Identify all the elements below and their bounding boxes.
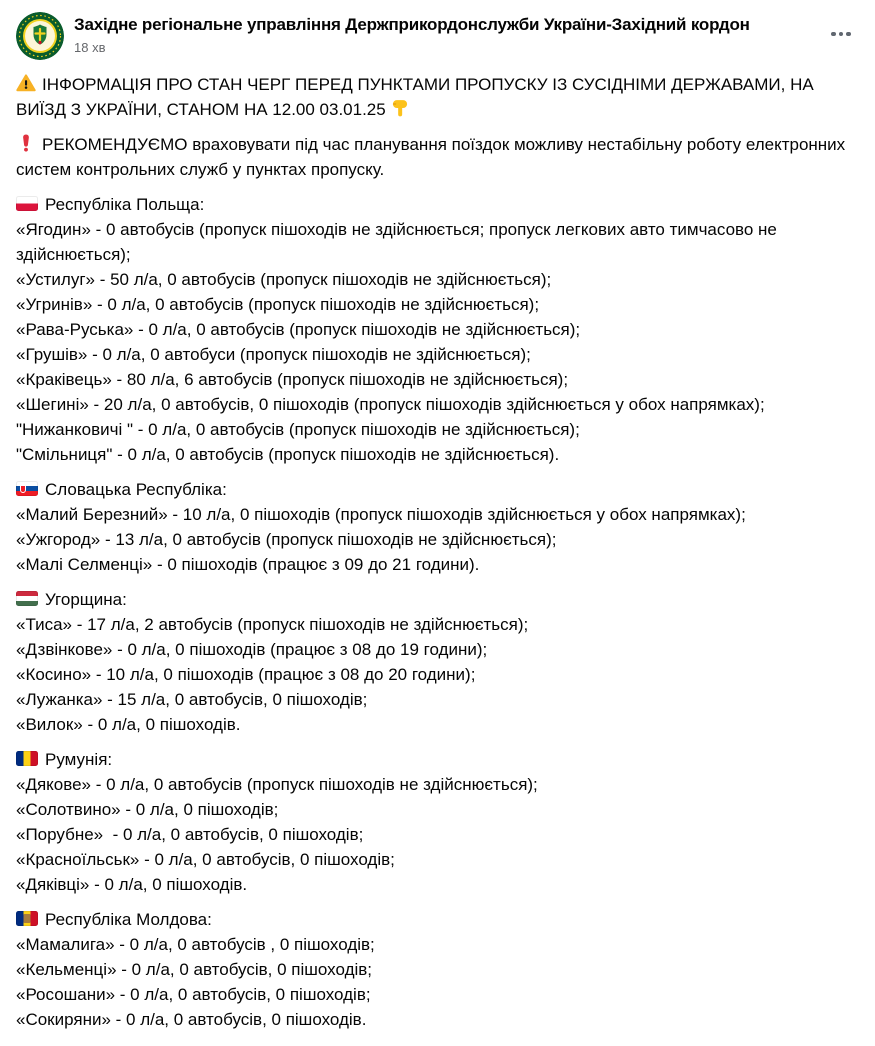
crossing-line: «Устилуг» - 50 л/а, 0 автобусів (пропуск пішоходів не здійснюється);	[16, 270, 552, 289]
recommendation-paragraph	[16, 132, 859, 182]
intro-text: ІНФОРМАЦІЯ ПРО СТАН ЧЕРГ ПЕРЕД ПУНКТАМИ ПРОПУСКУ ІЗ СУСІДНІМИ ДЕРЖАВАМИ, НА ВИЇЗД З УКРАЇНИ, СТАНОМ НА 12.00 03.01.25	[16, 75, 819, 119]
crossing-line: «Краківець» - 80 л/а, 6 автобусів (пропуск пішоходів не здійснюється);	[16, 370, 569, 389]
more-options-button[interactable]	[823, 16, 859, 52]
crossing-line: «Вилок» - 0 л/а, 0 пішоходів.	[16, 715, 241, 734]
moldova-flag-icon	[16, 911, 38, 926]
crossing-line: «Росошани» - 0 л/а, 0 автобусів, 0 пішоходів;	[16, 985, 371, 1004]
pointing-down-icon	[390, 98, 410, 118]
recommendation-text: РЕКОМЕНДУЄМО враховувати під час планування поїздок можливу нестабільну роботу електронних систем контрольних служб у пунктах пропуску.	[16, 135, 850, 179]
crossing-line: "Смільниця" - 0 л/а, 0 автобусів (пропуск пішоходів не здійснюється).	[16, 445, 560, 464]
crossing-line: «Дякове» - 0 л/а, 0 автобусів (пропуск пішоходів не здійснюється);	[16, 775, 538, 794]
crossing-line: «Сокиряни» - 0 л/а, 0 автобусів, 0 пішоходів.	[16, 1010, 367, 1029]
country-header	[16, 192, 859, 217]
country-section-poland	[16, 192, 859, 467]
country-name: Румунія:	[45, 750, 113, 769]
crossing-line: «Косино» - 10 л/а, 0 пішоходів (працює з 08 до 20 години);	[16, 665, 476, 684]
post-timestamp[interactable]: 18 хв	[74, 40, 106, 55]
crossing-line: «Порубне» - 0 л/а, 0 автобусів, 0 пішоходів;	[16, 825, 364, 844]
country-name: Словацька Республіка:	[45, 480, 227, 499]
crossing-line: «Рава-Руська» - 0 л/а, 0 автобусів (пропуск пішоходів не здійснюється);	[16, 320, 581, 339]
hungary-flag-icon	[16, 591, 38, 606]
country-header	[16, 587, 859, 612]
country-name: Республіка Молдова:	[45, 910, 212, 929]
header-info	[74, 12, 823, 56]
warning-icon	[16, 73, 36, 93]
exclamation-icon	[16, 133, 36, 153]
romania-flag-icon	[16, 751, 38, 766]
country-section-slovakia	[16, 477, 859, 577]
crossing-line: «Солотвино» - 0 л/а, 0 пішоходів;	[16, 800, 279, 819]
crossing-line: «Кельменці» - 0 л/а, 0 автобусів, 0 пішоходів;	[16, 960, 373, 979]
crossing-line: «Лужанка» - 15 л/а, 0 автобусів, 0 пішоходів;	[16, 690, 368, 709]
country-name: Республіка Польща:	[45, 195, 205, 214]
crossing-line: «Грушів» - 0 л/а, 0 автобуси (пропуск пішоходів не здійснюється);	[16, 345, 531, 364]
country-name: Угорщина:	[45, 590, 127, 609]
country-section-romania	[16, 747, 859, 897]
crossing-line: «Угринів» - 0 л/а, 0 автобусів (пропуск пішоходів не здійснюється);	[16, 295, 540, 314]
crossing-line: «Тиса» - 17 л/а, 2 автобусів (пропуск пішоходів не здійснюється);	[16, 615, 529, 634]
crossing-line: "Нижанковичі " - 0 л/а, 0 автобусів (пропуск пішоходів не здійснюється);	[16, 420, 580, 439]
more-options-icon	[831, 32, 851, 37]
crossing-line: «Дяківці» - 0 л/а, 0 пішоходів.	[16, 875, 248, 894]
border-guard-emblem-icon	[16, 12, 64, 60]
country-header	[16, 907, 859, 932]
poland-flag-icon	[16, 196, 38, 211]
country-header	[16, 477, 859, 502]
country-section-hungary	[16, 587, 859, 737]
crossing-line: «Шегині» - 20 л/а, 0 автобусів, 0 пішоходів (пропуск пішоходів здійснюється у обох напрямках);	[16, 395, 765, 414]
crossing-line: «Ягодин» - 0 автобусів (пропуск пішоходів не здійснюється; пропуск легкових авто тимчасово не здійснюється);	[16, 220, 782, 264]
crossing-line: «Малі Селменці» - 0 пішоходів (працює з 09 до 21 години).	[16, 555, 480, 574]
country-section-moldova	[16, 907, 859, 1032]
post-header	[0, 0, 875, 64]
page-avatar[interactable]	[16, 12, 64, 60]
crossing-line: «Ужгород» - 13 л/а, 0 автобусів (пропуск пішоходів не здійснюється);	[16, 530, 557, 549]
post-content	[0, 64, 875, 1046]
crossing-line: «Мамалига» - 0 л/а, 0 автобусів , 0 пішоходів;	[16, 935, 375, 954]
slovakia-flag-icon	[16, 481, 38, 496]
crossing-line: «Красноїльськ» - 0 л/а, 0 автобусів, 0 пішоходів;	[16, 850, 395, 869]
country-header	[16, 747, 859, 772]
intro-paragraph	[16, 72, 859, 122]
crossing-line: «Малий Березний» - 10 л/а, 0 пішоходів (пропуск пішоходів здійснюється у обох напрямках);	[16, 505, 746, 524]
page-name-link[interactable]: Західне регіональне управління Держприкордонслужби України-Західний кордон	[74, 15, 750, 34]
crossing-line: «Дзвінкове» - 0 л/а, 0 пішоходів (працює з 08 до 19 години);	[16, 640, 488, 659]
